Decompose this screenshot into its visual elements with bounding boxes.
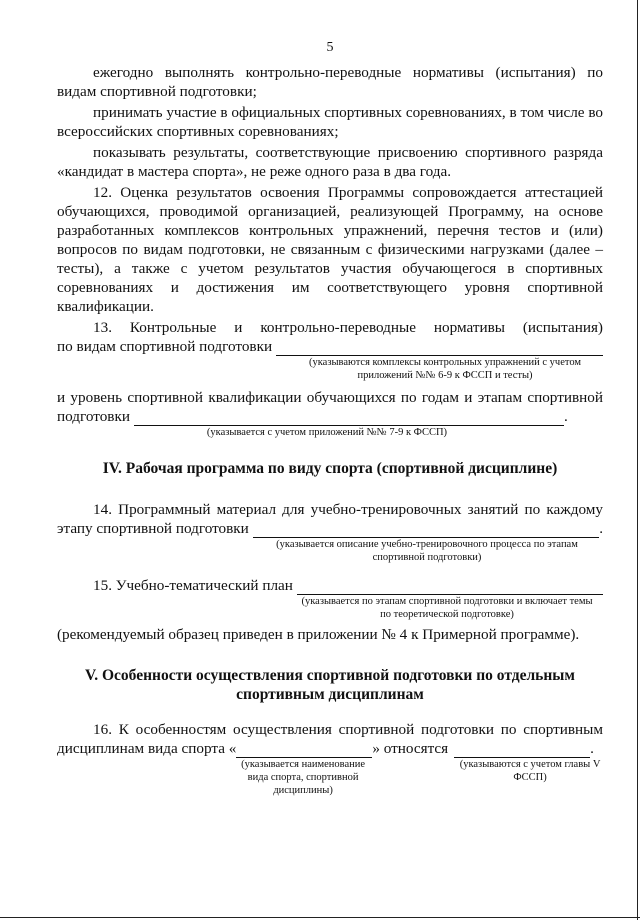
paragraph-13b-line2-text: подготовки bbox=[57, 408, 130, 425]
fill-in-sport-name bbox=[236, 743, 372, 758]
fill-in-line bbox=[134, 411, 564, 426]
paragraph-16-line1: 16. К особенностям осуществления спортивной подготовки по спортивным bbox=[93, 721, 603, 738]
paragraph-14-note: (указывается описание учебно-тренировочного процесса по этапам спортивной подготовки) bbox=[276, 539, 578, 563]
paragraph-12: 12. Оценка результатов освоения Программы сопровождается аттестацией обучающихся, проводимой организацией, реализующей Программу, на основе разработанных комплексов контрольных упражнений, перечня тестов и (или) вопросов по видам подготовки, не связанным с физическими нагрузками (далее – тесты), а также с учетом результатов участия обучающегося в спортивных соревнованиях и достижения им соответствующего уровня спортивной квалификации. bbox=[57, 184, 603, 315]
fill-in-line bbox=[297, 580, 603, 595]
paragraph-competitions: принимать участие в официальных спортивных соревнованиях, в том числе во всероссийских спортивных соревнованиях; bbox=[57, 104, 603, 140]
paragraph-16-mid: » относятся bbox=[372, 740, 449, 757]
paragraph-13-line2 bbox=[57, 337, 603, 356]
paragraph-results: показывать результаты, соответствующие присвоению спортивного разряда «кандидат в мастера спорта», не реже одного раза в два года. bbox=[57, 144, 603, 180]
section-5-heading-line2: спортивным дисциплинам bbox=[236, 686, 424, 703]
section-5-heading-line1: V. Особенности осуществления спортивной подготовки по отдельным bbox=[85, 667, 575, 684]
fill-in-line bbox=[253, 523, 599, 538]
paragraph-15-text: 15. Учебно-тематический план bbox=[93, 577, 293, 594]
paragraph-13b-end: . bbox=[563, 408, 568, 425]
section-4-heading: IV. Рабочая программа по виду спорта (спортивной дисциплине) bbox=[102, 460, 558, 477]
document-body bbox=[57, 38, 603, 797]
paragraph-14-line1: 14. Программный материал для учебно-тренировочных занятий по каждому bbox=[93, 501, 603, 518]
paragraph-13b-note: (указывается с учетом приложений №№ 7-9 к ФССП) bbox=[206, 427, 448, 438]
paragraph-16-notes bbox=[57, 758, 603, 797]
page-number: 5 bbox=[326, 40, 334, 55]
paragraph-16-note-features: (указываются с учетом главы V ФССП) bbox=[459, 759, 601, 783]
paragraph-15-line bbox=[57, 576, 603, 595]
paragraph-16-note-sport: (указывается наименование вида спорта, спортивной дисциплины) bbox=[241, 759, 366, 796]
paragraph-16-line2 bbox=[57, 739, 603, 758]
paragraph-13b-line2 bbox=[57, 407, 603, 426]
paragraph-15-sample: (рекомендуемый образец приведен в приложении № 4 к Примерной программе). bbox=[57, 626, 580, 643]
paragraph-13-note: (указываются комплексы контрольных упражнений с учетом приложений №№ 6-9 к ФССП и тесты) bbox=[308, 357, 582, 381]
paragraph-14-line2-text: этапу спортивной подготовки bbox=[57, 520, 249, 537]
paragraph-14-line2 bbox=[57, 519, 603, 538]
paragraph-13b-line1: и уровень спортивной квалификации обучающихся по годам и этапам спортивной bbox=[57, 389, 603, 406]
fill-in-line bbox=[276, 341, 603, 356]
paragraph-annual-standards: ежегодно выполнять контрольно-переводные нормативы (испытания) по видам спортивной подготовки; bbox=[57, 64, 603, 100]
page-border-bottom bbox=[0, 917, 640, 918]
paragraph-16-start: дисциплинам вида спорта « bbox=[57, 740, 237, 757]
paragraph-14-end: . bbox=[599, 520, 603, 537]
page-border-right bbox=[637, 0, 638, 920]
paragraph-13-line2-text: по видам спортивной подготовки bbox=[57, 338, 273, 355]
fill-in-features bbox=[454, 743, 590, 758]
paragraph-13-line1: 13. Контрольные и контрольно-переводные нормативы (испытания) bbox=[93, 319, 603, 336]
paragraph-16-end: . bbox=[590, 740, 594, 757]
paragraph-15-note: (указывается по этапам спортивной подготовки и включает темы по теоретической подготовке) bbox=[301, 596, 593, 620]
